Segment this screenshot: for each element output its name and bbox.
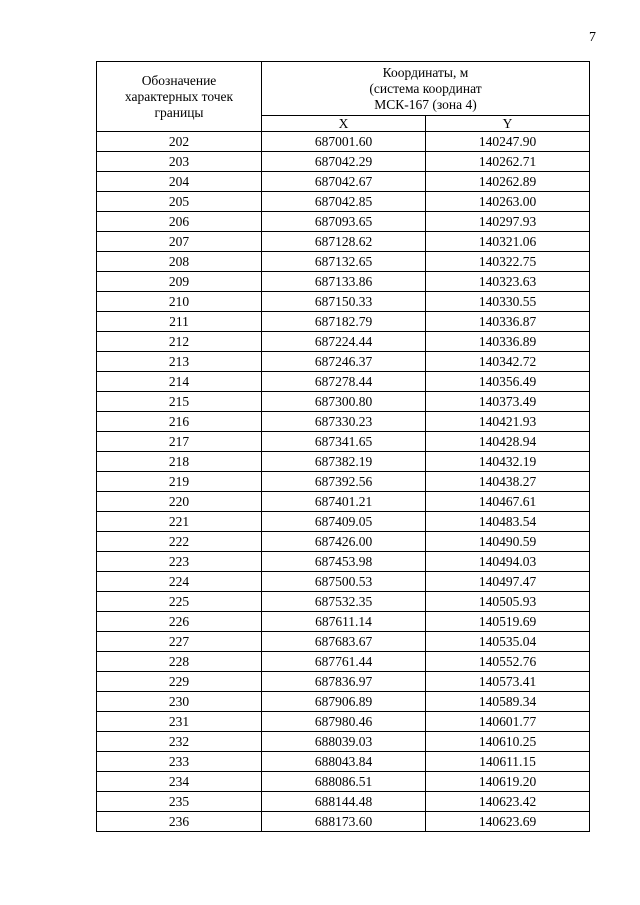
x-coordinate-cell: 687300.80 <box>262 392 426 412</box>
x-coordinate-cell: 687409.05 <box>262 512 426 532</box>
point-id-cell: 231 <box>97 712 262 732</box>
y-coordinate-cell: 140262.89 <box>426 172 590 192</box>
point-id-cell: 222 <box>97 532 262 552</box>
point-id-cell: 206 <box>97 212 262 232</box>
header-coords-line: МСК-167 (зона 4) <box>374 96 477 112</box>
table-row <box>97 732 590 752</box>
point-id-cell: 213 <box>97 352 262 372</box>
y-coordinate-cell: 140322.75 <box>426 252 590 272</box>
y-coordinate-cell: 140373.49 <box>426 392 590 412</box>
table-row <box>97 612 590 632</box>
x-coordinate-cell: 687001.60 <box>262 132 426 152</box>
header-coords-line: (система координат <box>369 80 482 96</box>
x-coordinate-cell: 687453.98 <box>262 552 426 572</box>
table-row <box>97 332 590 352</box>
point-id-cell: 218 <box>97 452 262 472</box>
x-coordinate-cell: 688043.84 <box>262 752 426 772</box>
header-y: Y <box>426 116 590 132</box>
x-coordinate-cell: 687401.21 <box>262 492 426 512</box>
point-id-cell: 226 <box>97 612 262 632</box>
page-number: 7 <box>589 30 596 45</box>
y-coordinate-cell: 140247.90 <box>426 132 590 152</box>
table-row <box>97 412 590 432</box>
point-id-cell: 229 <box>97 672 262 692</box>
point-id-cell: 209 <box>97 272 262 292</box>
table-row <box>97 212 590 232</box>
y-coordinate-cell: 140535.04 <box>426 632 590 652</box>
table-row <box>97 552 590 572</box>
x-coordinate-cell: 687133.86 <box>262 272 426 292</box>
y-coordinate-cell: 140490.59 <box>426 532 590 552</box>
x-coordinate-cell: 687330.23 <box>262 412 426 432</box>
x-coordinate-cell: 688086.51 <box>262 772 426 792</box>
point-id-cell: 212 <box>97 332 262 352</box>
x-coordinate-cell: 688173.60 <box>262 812 426 832</box>
y-coordinate-cell: 140483.54 <box>426 512 590 532</box>
header-point-line: Обозначение <box>141 72 217 88</box>
table-row <box>97 512 590 532</box>
table-row <box>97 432 590 452</box>
point-id-cell: 234 <box>97 772 262 792</box>
point-id-cell: 216 <box>97 412 262 432</box>
y-coordinate-cell: 140623.69 <box>426 812 590 832</box>
table-row <box>97 492 590 512</box>
x-coordinate-cell: 687426.00 <box>262 532 426 552</box>
x-coordinate-cell: 687980.46 <box>262 712 426 732</box>
y-coordinate-cell: 140494.03 <box>426 552 590 572</box>
table-row <box>97 572 590 592</box>
point-id-cell: 219 <box>97 472 262 492</box>
table-row <box>97 652 590 672</box>
point-id-cell: 230 <box>97 692 262 712</box>
point-id-cell: 210 <box>97 292 262 312</box>
point-id-cell: 204 <box>97 172 262 192</box>
table-row <box>97 712 590 732</box>
y-coordinate-cell: 140432.19 <box>426 452 590 472</box>
header-coordinates <box>262 62 590 116</box>
table-row <box>97 312 590 332</box>
table-row <box>97 692 590 712</box>
y-coordinate-cell: 140342.72 <box>426 352 590 372</box>
y-coordinate-cell: 140497.47 <box>426 572 590 592</box>
table-row <box>97 152 590 172</box>
y-coordinate-cell: 140623.42 <box>426 792 590 812</box>
point-id-cell: 205 <box>97 192 262 212</box>
y-coordinate-cell: 140336.89 <box>426 332 590 352</box>
y-coordinate-cell: 140610.25 <box>426 732 590 752</box>
x-coordinate-cell: 687761.44 <box>262 652 426 672</box>
table-row <box>97 192 590 212</box>
y-coordinate-cell: 140438.27 <box>426 472 590 492</box>
y-coordinate-cell: 140323.63 <box>426 272 590 292</box>
x-coordinate-cell: 687246.37 <box>262 352 426 372</box>
point-id-cell: 214 <box>97 372 262 392</box>
point-id-cell: 233 <box>97 752 262 772</box>
x-coordinate-cell: 687836.97 <box>262 672 426 692</box>
table-row <box>97 532 590 552</box>
y-coordinate-cell: 140601.77 <box>426 712 590 732</box>
point-id-cell: 223 <box>97 552 262 572</box>
point-id-cell: 232 <box>97 732 262 752</box>
point-id-cell: 215 <box>97 392 262 412</box>
y-coordinate-cell: 140330.55 <box>426 292 590 312</box>
x-coordinate-cell: 687341.65 <box>262 432 426 452</box>
point-id-cell: 235 <box>97 792 262 812</box>
point-id-cell: 228 <box>97 652 262 672</box>
table-body <box>97 132 590 832</box>
x-coordinate-cell: 687150.33 <box>262 292 426 312</box>
table-row <box>97 672 590 692</box>
y-coordinate-cell: 140573.41 <box>426 672 590 692</box>
x-coordinate-cell: 687182.79 <box>262 312 426 332</box>
point-id-cell: 217 <box>97 432 262 452</box>
point-id-cell: 203 <box>97 152 262 172</box>
x-coordinate-cell: 687532.35 <box>262 592 426 612</box>
table-row <box>97 472 590 492</box>
header-coords-line: Координаты, м <box>382 64 469 80</box>
y-coordinate-cell: 140428.94 <box>426 432 590 452</box>
point-id-cell: 227 <box>97 632 262 652</box>
y-coordinate-cell: 140611.15 <box>426 752 590 772</box>
table-row <box>97 232 590 252</box>
table-row <box>97 772 590 792</box>
y-coordinate-cell: 140467.61 <box>426 492 590 512</box>
y-coordinate-cell: 140552.76 <box>426 652 590 672</box>
y-coordinate-cell: 140336.87 <box>426 312 590 332</box>
y-coordinate-cell: 140505.93 <box>426 592 590 612</box>
point-id-cell: 221 <box>97 512 262 532</box>
table-row <box>97 752 590 772</box>
table-row <box>97 352 590 372</box>
y-coordinate-cell: 140263.00 <box>426 192 590 212</box>
y-coordinate-cell: 140321.06 <box>426 232 590 252</box>
table-row <box>97 132 590 152</box>
x-coordinate-cell: 687906.89 <box>262 692 426 712</box>
x-coordinate-cell: 687042.67 <box>262 172 426 192</box>
y-coordinate-cell: 140262.71 <box>426 152 590 172</box>
point-id-cell: 202 <box>97 132 262 152</box>
point-id-cell: 220 <box>97 492 262 512</box>
x-coordinate-cell: 687042.85 <box>262 192 426 212</box>
x-coordinate-cell: 687683.67 <box>262 632 426 652</box>
point-id-cell: 236 <box>97 812 262 832</box>
y-coordinate-cell: 140589.34 <box>426 692 590 712</box>
x-coordinate-cell: 688144.48 <box>262 792 426 812</box>
x-coordinate-cell: 687392.56 <box>262 472 426 492</box>
header-point-line: характерных точек <box>124 88 234 104</box>
table-row <box>97 372 590 392</box>
x-coordinate-cell: 687382.19 <box>262 452 426 472</box>
table-row <box>97 632 590 652</box>
y-coordinate-cell: 140619.20 <box>426 772 590 792</box>
table-row <box>97 172 590 192</box>
y-coordinate-cell: 140421.93 <box>426 412 590 432</box>
x-coordinate-cell: 687132.65 <box>262 252 426 272</box>
y-coordinate-cell: 140519.69 <box>426 612 590 632</box>
table-row <box>97 392 590 412</box>
point-id-cell: 207 <box>97 232 262 252</box>
table-row <box>97 252 590 272</box>
y-coordinate-cell: 140297.93 <box>426 212 590 232</box>
x-coordinate-cell: 687278.44 <box>262 372 426 392</box>
x-coordinate-cell: 687611.14 <box>262 612 426 632</box>
x-coordinate-cell: 687500.53 <box>262 572 426 592</box>
header-point-designation <box>97 62 262 132</box>
x-coordinate-cell: 687128.62 <box>262 232 426 252</box>
table-row <box>97 272 590 292</box>
x-coordinate-cell: 687224.44 <box>262 332 426 352</box>
header-point-line: границы <box>154 104 204 120</box>
y-coordinate-cell: 140356.49 <box>426 372 590 392</box>
table-row <box>97 792 590 812</box>
point-id-cell: 224 <box>97 572 262 592</box>
point-id-cell: 208 <box>97 252 262 272</box>
coordinates-table <box>96 61 590 832</box>
table-row <box>97 452 590 472</box>
table-row <box>97 592 590 612</box>
table-row <box>97 292 590 312</box>
x-coordinate-cell: 687042.29 <box>262 152 426 172</box>
point-id-cell: 225 <box>97 592 262 612</box>
header-x: X <box>262 116 426 132</box>
x-coordinate-cell: 688039.03 <box>262 732 426 752</box>
table-row <box>97 812 590 832</box>
x-coordinate-cell: 687093.65 <box>262 212 426 232</box>
point-id-cell: 211 <box>97 312 262 332</box>
